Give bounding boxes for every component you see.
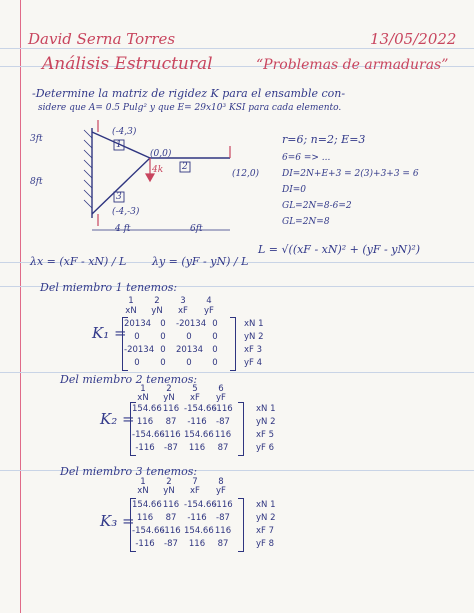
- dof-line-4: GL=2N=8-6=2: [282, 201, 352, 211]
- node-2-coord: (0,0): [150, 149, 172, 159]
- member-1-col-headers: xN yN xF yF: [125, 306, 214, 316]
- member-1-heading: Del miembro 1 tenemos:: [40, 281, 178, 294]
- right-bracket: [238, 498, 244, 552]
- page-subtitle: “Problemas de armaduras”: [256, 57, 449, 73]
- dim-left-bottom: 4 ft: [115, 224, 131, 234]
- member-3-matrix: 154.66 116 -154.66 -116 116 87 -116 -87 -154.66 -116 154.66 116 -116 -87 116 87: [132, 500, 233, 549]
- member-3-colnums: 1 2 7 8: [140, 477, 224, 487]
- member-2-k-label: K₂ =: [100, 410, 135, 428]
- member-2-heading: Del miembro 2 tenemos:: [60, 373, 198, 386]
- dof-line-2: DI=2N+E+3 = 2(3)+3+3 = 6: [282, 169, 419, 179]
- member-3-k-label: K₃ =: [100, 512, 135, 530]
- dof-r: r=6; n=2; E=3: [282, 133, 366, 146]
- member-2-col-headers: xN yN xF yF: [137, 393, 226, 403]
- dim-top: 3ft: [30, 134, 43, 144]
- member-2-colnums: 1 2 5 6: [140, 384, 224, 394]
- member-3-col-headers: xN yN xF yF: [137, 486, 226, 496]
- member-2-matrix: 154.66 116 -154.66 -116 116 87 -116 -87 -154.66 -116 154.66 116 -116 -87 116 87: [132, 404, 233, 453]
- member-1-row-labels: xN 1 yN 2 xF 3 yF 4: [244, 319, 264, 368]
- node-3-coord: (-4,-3): [112, 207, 140, 217]
- right-bracket: [238, 402, 244, 456]
- member-3-heading: Del miembro 3 tenemos:: [60, 465, 198, 478]
- page-title: Análisis Estructural: [42, 54, 213, 74]
- member-1-number: 1: [116, 140, 122, 150]
- member-3-line: [92, 158, 150, 214]
- node-1-coord: (-4,3): [112, 127, 137, 137]
- dim-bottom: 8ft: [30, 177, 43, 187]
- formula-lambda-y: λy = (yF - yN) / L: [152, 255, 249, 268]
- dof-line-3: DI=0: [282, 185, 307, 195]
- member-2-number: 2: [182, 162, 188, 172]
- formula-lambda-x: λx = (xF - xN) / L: [30, 255, 127, 268]
- node-4-coord: (12,0): [232, 169, 260, 179]
- member-3-row-labels: xN 1 yN 2 xF 7 yF 8: [256, 500, 276, 549]
- formula-length: L = √((xF - xN)² + (yF - yN)²): [258, 243, 421, 256]
- member-1-colnums: 1 2 3 4: [128, 296, 212, 306]
- load-label: 4k: [152, 165, 164, 175]
- right-bracket: [230, 317, 236, 371]
- margin-line: [20, 0, 21, 613]
- member-1-matrix: 20134 0 -20134 0 0 0 0 0 -20134 0 20134 0 0 0 0 0: [124, 319, 218, 368]
- member-1-k-label: K₁ =: [92, 324, 127, 342]
- date: 13/05/2022: [370, 30, 457, 48]
- dof-line-5: GL=2N=8: [282, 217, 330, 227]
- author-name: David Serna Torres: [28, 30, 176, 48]
- dim-right-bottom: 6ft: [190, 224, 203, 234]
- problem-line-1: -Determine la matriz de rigidez K para el ensamble con-: [32, 87, 346, 100]
- rule-line: [0, 48, 474, 49]
- member-3-number: 3: [116, 192, 122, 202]
- problem-line-2: sidere que A= 0.5 Pulg² y que E= 29x10³ KSI para cada elemento.: [38, 103, 342, 113]
- dof-line-1: 6=6 => ...: [282, 153, 331, 163]
- member-2-row-labels: xN 1 yN 2 xF 5 yF 6: [256, 404, 276, 453]
